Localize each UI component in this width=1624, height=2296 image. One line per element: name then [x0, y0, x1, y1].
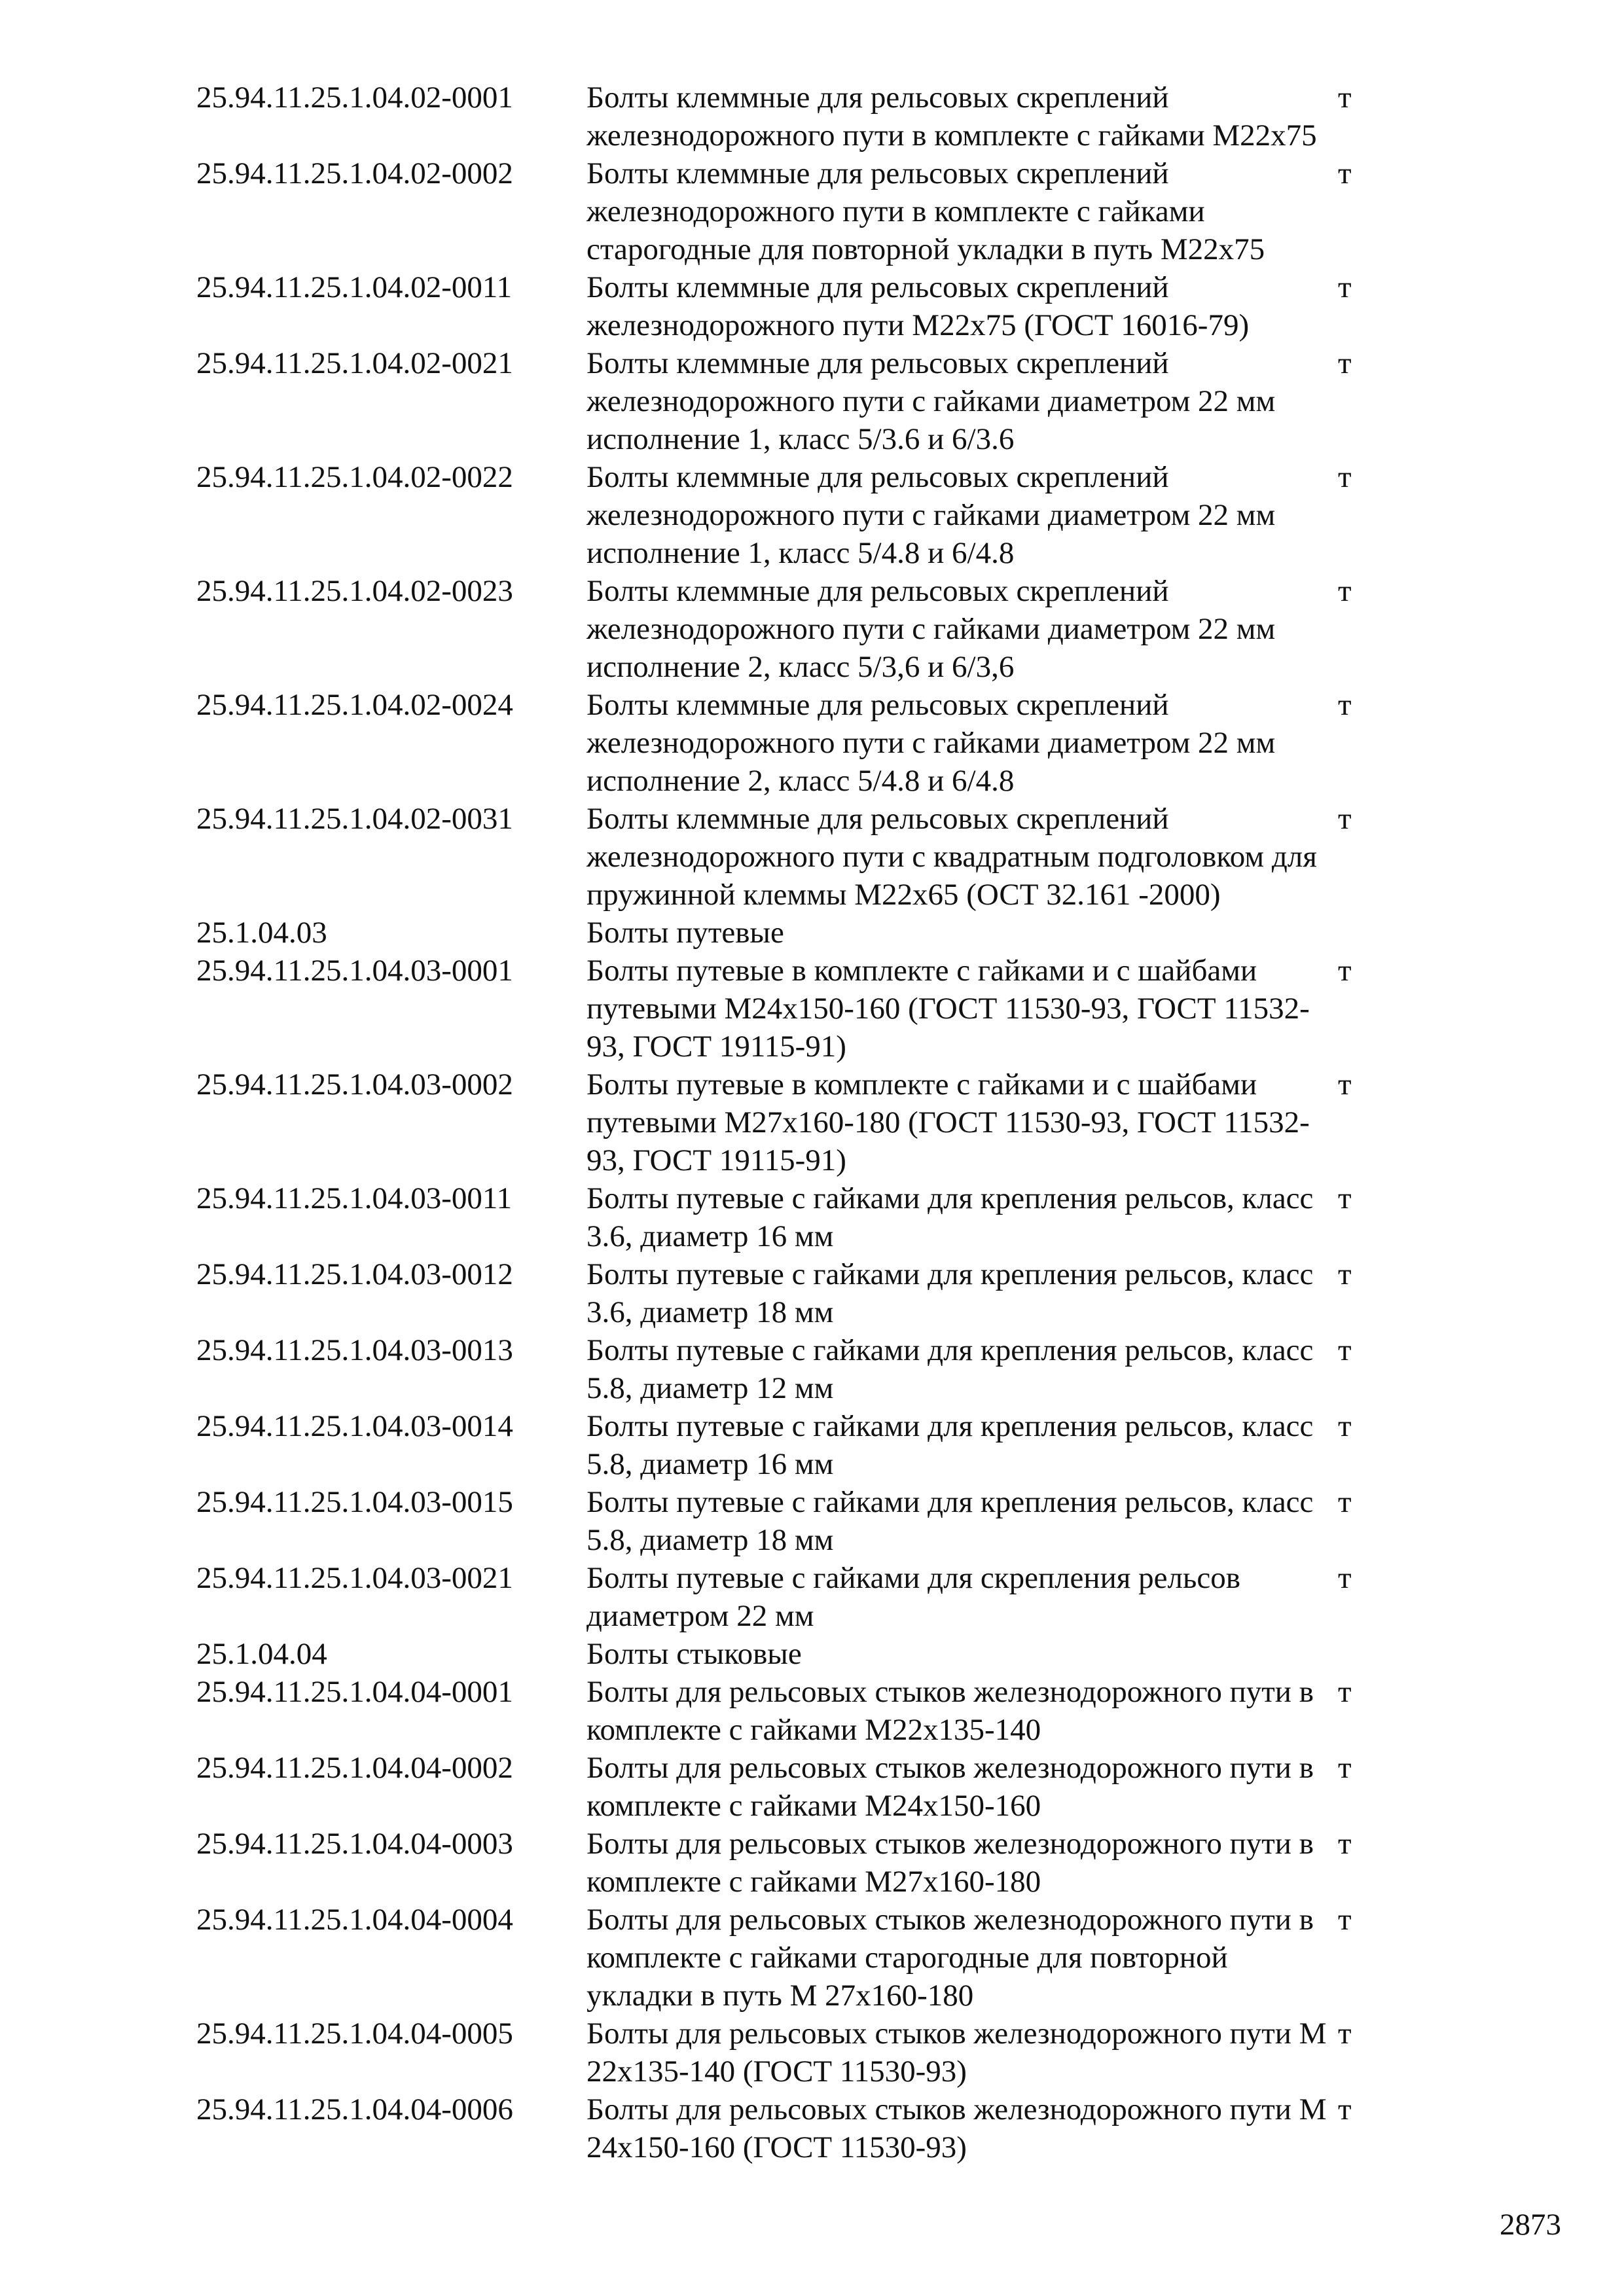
unit-of-measure: т: [1338, 1409, 1352, 1443]
resource-name: Болты для рельсовых стыков железнодорожного пути в комплекте с гайками М27х160-180: [586, 1827, 1314, 1899]
unit-of-measure: т: [1338, 1257, 1352, 1291]
unit-of-measure: т: [1338, 460, 1352, 494]
resource-code: 25.94.11.25.1.04.04-0003: [196, 1827, 513, 1861]
unit-of-measure: т: [1338, 81, 1352, 115]
resource-name: Болты клеммные для рельсовых скреплений железнодорожного пути с гайками диаметром 22 мм исполнение 1, класс 5/4.8 и 6/4.8: [586, 460, 1276, 570]
unit-of-measure: т: [1338, 1181, 1352, 1215]
resource-name: Болты путевые с гайками для крепления рельсов, класс 5.8, диаметр 16 мм: [586, 1409, 1314, 1481]
resource-code: 25.94.11.25.1.04.03-0015: [196, 1485, 513, 1519]
resource-name: Болты стыковые: [586, 1637, 802, 1671]
resource-name: Болты для рельсовых стыков железнодорожного пути М 22х135-140 (ГОСТ 11530-93): [586, 2017, 1327, 2089]
unit-of-measure: т: [1338, 688, 1352, 722]
unit-of-measure: т: [1338, 1485, 1352, 1519]
resource-table: [196, 79, 1453, 2166]
table-row: [196, 572, 1453, 686]
table-row: [196, 268, 1453, 344]
unit-of-measure: т: [1338, 574, 1352, 608]
unit-of-measure: т: [1338, 1561, 1352, 1595]
resource-name: Болты путевые с гайками для крепления рельсов, класс 5.8, диаметр 12 мм: [586, 1333, 1314, 1405]
resource-code: 25.94.11.25.1.04.04-0002: [196, 1751, 513, 1785]
resource-name: Болты клеммные для рельсовых скреплений железнодорожного пути в комплекте с гайками старогодные для повторной укладки в путь М22х75: [586, 156, 1265, 266]
table-row: [196, 1066, 1453, 1179]
table-row: [196, 952, 1453, 1066]
unit-of-measure: т: [1338, 1333, 1352, 1367]
table-row: [196, 344, 1453, 458]
resource-code: 25.94.11.25.1.04.02-0023: [196, 574, 513, 608]
resource-code: 25.94.11.25.1.04.03-0002: [196, 1067, 513, 1102]
resource-code: 25.94.11.25.1.04.04-0001: [196, 1675, 513, 1709]
resource-name: Болты клеммные для рельсовых скреплений железнодорожного пути с гайками диаметром 22 мм исполнение 2, класс 5/3,6 и 6/3,6: [586, 574, 1276, 684]
resource-name: Болты для рельсовых стыков железнодорожного пути в комплекте с гайками старогодные для повторной укладки в путь М 27х160-180: [586, 1903, 1314, 2013]
resource-name: Болты клеммные для рельсовых скреплений железнодорожного пути в комплекте с гайками М22х75: [586, 81, 1317, 152]
resource-name: Болты путевые с гайками для скрепления рельсов диаметром 22 мм: [586, 1561, 1240, 1633]
table-row: [196, 1179, 1453, 1255]
unit-of-measure: т: [1338, 954, 1352, 988]
resource-name: Болты путевые с гайками для крепления рельсов, класс 3.6, диаметр 18 мм: [586, 1257, 1314, 1329]
table-row: [196, 2015, 1453, 2090]
unit-of-measure: т: [1338, 270, 1352, 304]
unit-of-measure: т: [1338, 1827, 1352, 1861]
table-row: [196, 1673, 1453, 1749]
resource-name: Болты для рельсовых стыков железнодорожного пути в комплекте с гайками М22х135-140: [586, 1675, 1314, 1747]
resource-code: 25.1.04.03: [196, 916, 327, 950]
resource-name: Болты путевые в комплекте с гайками и с шайбами путевыми М24х150-160 (ГОСТ 11530-93, ГОСТ 11532-93, ГОСТ 19115-91): [586, 954, 1310, 1064]
resource-code: 25.94.11.25.1.04.04-0005: [196, 2017, 513, 2051]
resource-code: 25.94.11.25.1.04.02-0001: [196, 81, 513, 115]
resource-name: Болты клеммные для рельсовых скреплений железнодорожного пути М22х75 (ГОСТ 16016-79): [586, 270, 1250, 342]
table-row: [196, 2090, 1453, 2166]
resource-name: Болты клеммные для рельсовых скреплений железнодорожного пути с квадратным подголовком для пружинной клеммы М22х65 (ОСТ 32.161 -2000): [586, 802, 1317, 912]
resource-code: 25.1.04.04: [196, 1637, 327, 1671]
table-row: [196, 154, 1453, 268]
resource-code: 25.94.11.25.1.04.02-0031: [196, 802, 513, 836]
resource-code: 25.94.11.25.1.04.03-0011: [196, 1181, 513, 1215]
resource-code: 25.94.11.25.1.04.02-0021: [196, 346, 513, 380]
unit-of-measure: т: [1338, 346, 1352, 380]
unit-of-measure: т: [1338, 1903, 1352, 1937]
table-row: [196, 1901, 1453, 2015]
resource-code: 25.94.11.25.1.04.03-0013: [196, 1333, 513, 1367]
resource-code: 25.94.11.25.1.04.04-0006: [196, 2092, 513, 2126]
resource-name: Болты путевые с гайками для крепления рельсов, класс 3.6, диаметр 16 мм: [586, 1181, 1314, 1253]
section-header-row: [196, 1635, 1453, 1673]
unit-of-measure: т: [1338, 2017, 1352, 2051]
table-row: [196, 1331, 1453, 1407]
table-row: [196, 686, 1453, 800]
table-row: [196, 1407, 1453, 1483]
resource-name: Болты для рельсовых стыков железнодорожного пути М 24х150-160 (ГОСТ 11530-93): [586, 2092, 1327, 2164]
resource-code: 25.94.11.25.1.04.02-0002: [196, 156, 513, 190]
table-row: [196, 1749, 1453, 1825]
resource-code: 25.94.11.25.1.04.03-0001: [196, 954, 513, 988]
table-row: [196, 1825, 1453, 1901]
resource-name: Болты клеммные для рельсовых скреплений железнодорожного пути с гайками диаметром 22 мм исполнение 1, класс 5/3.6 и 6/3.6: [586, 346, 1276, 456]
resource-code: 25.94.11.25.1.04.02-0011: [196, 270, 513, 304]
table-row: [196, 800, 1453, 914]
unit-of-measure: т: [1338, 1067, 1352, 1102]
resource-code: 25.94.11.25.1.04.03-0021: [196, 1561, 513, 1595]
unit-of-measure: т: [1338, 802, 1352, 836]
resource-code: 25.94.11.25.1.04.03-0014: [196, 1409, 513, 1443]
resource-name: Болты путевые: [586, 916, 784, 950]
resource-name: Болты путевые в комплекте с гайками и с шайбами путевыми М27х160-180 (ГОСТ 11530-93, ГОСТ 11532-93, ГОСТ 19115-91): [586, 1067, 1310, 1177]
unit-of-measure: т: [1338, 2092, 1352, 2126]
resource-code: 25.94.11.25.1.04.04-0004: [196, 1903, 513, 1937]
page-number: 2873: [1500, 2208, 1561, 2242]
resource-code: 25.94.11.25.1.04.03-0012: [196, 1257, 513, 1291]
resource-name: Болты путевые с гайками для крепления рельсов, класс 5.8, диаметр 18 мм: [586, 1485, 1314, 1557]
table-row: [196, 1483, 1453, 1559]
resource-name: Болты клеммные для рельсовых скреплений железнодорожного пути с гайками диаметром 22 мм исполнение 2, класс 5/4.8 и 6/4.8: [586, 688, 1276, 798]
table-row: [196, 1255, 1453, 1331]
resource-code: 25.94.11.25.1.04.02-0024: [196, 688, 513, 722]
unit-of-measure: т: [1338, 1675, 1352, 1709]
unit-of-measure: т: [1338, 1751, 1352, 1785]
table-row: [196, 458, 1453, 572]
unit-of-measure: т: [1338, 156, 1352, 190]
section-header-row: [196, 914, 1453, 952]
resource-name: Болты для рельсовых стыков железнодорожного пути в комплекте с гайками М24х150-160: [586, 1751, 1314, 1823]
table-row: [196, 1559, 1453, 1635]
table-row: [196, 79, 1453, 154]
resource-code: 25.94.11.25.1.04.02-0022: [196, 460, 513, 494]
